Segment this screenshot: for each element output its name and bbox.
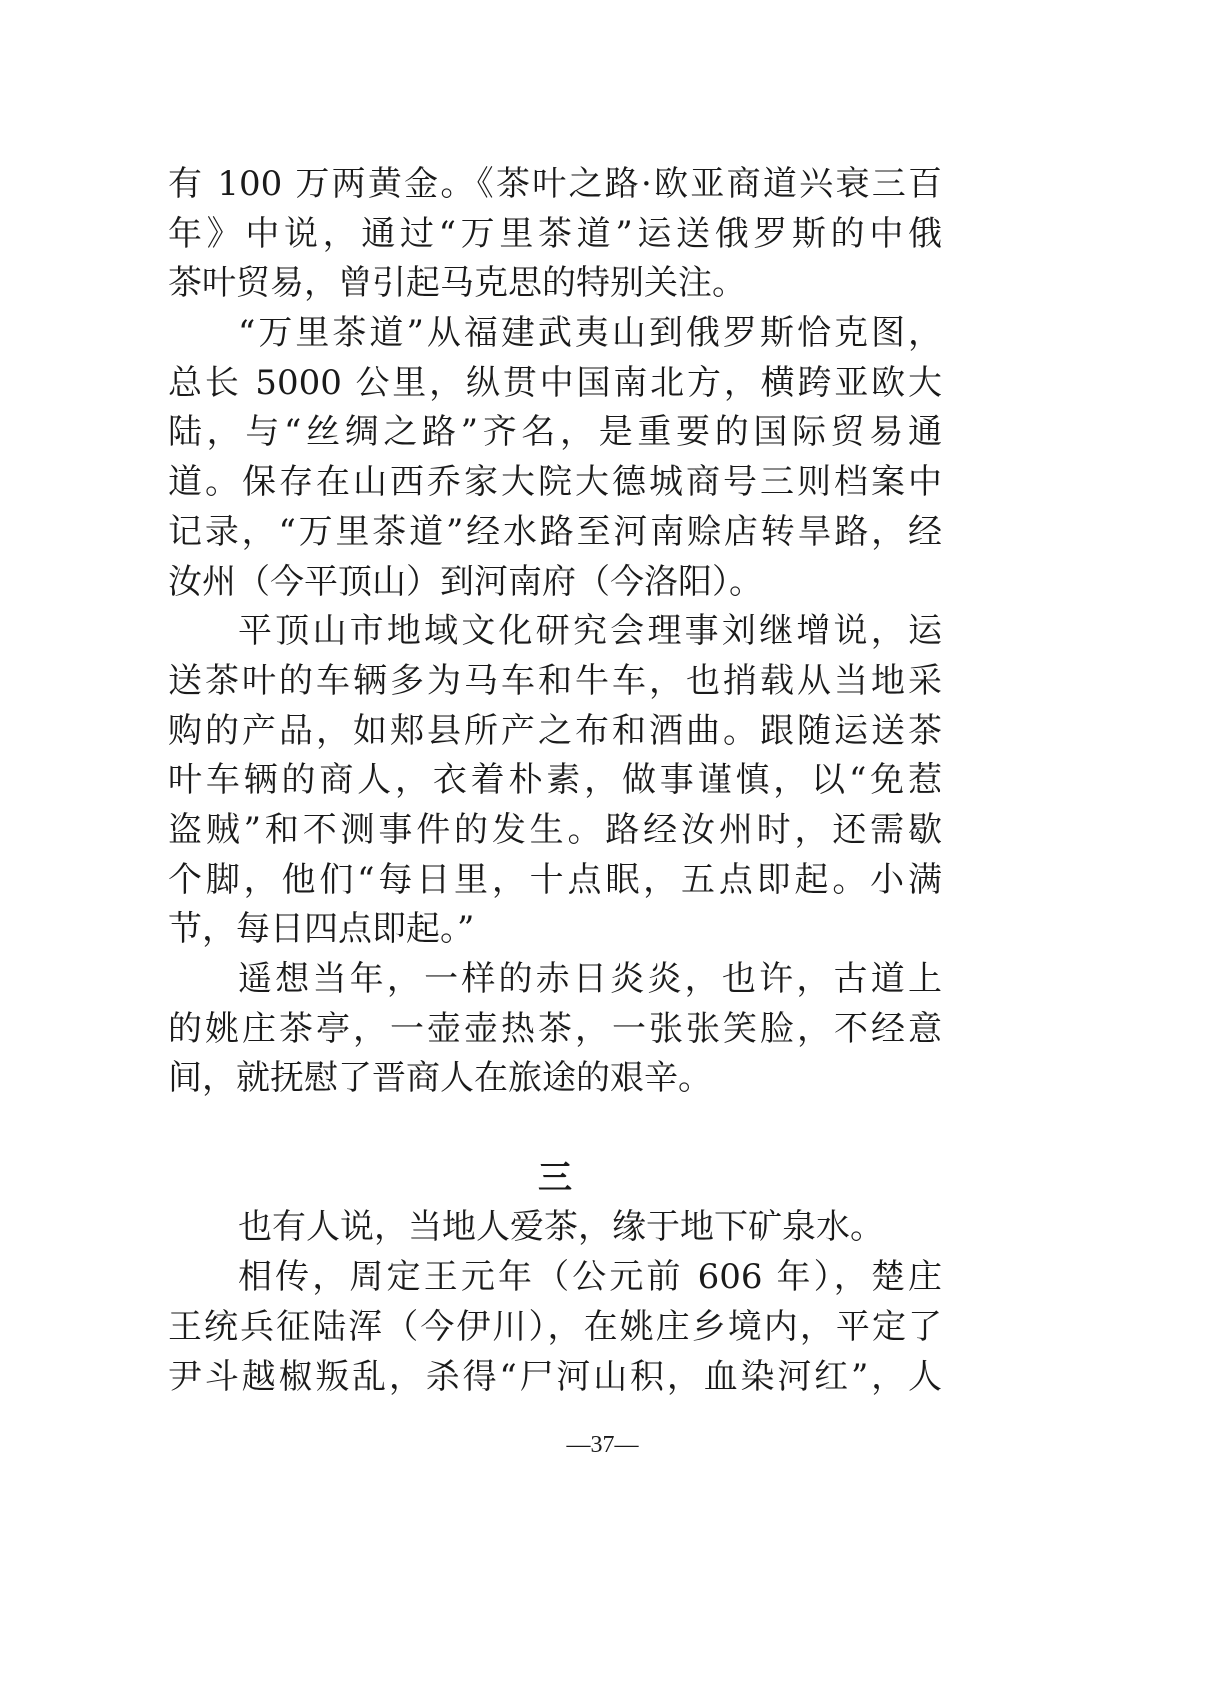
text-line: 节，每日四点即起。” (168, 909, 475, 950)
text-line: 有 100 万两黄金。《茶叶之路·欧亚商道兴衰三百 (168, 164, 942, 204)
article-body (168, 160, 942, 1402)
paragraph (168, 607, 942, 955)
text-line: 茶叶贸易，曾引起马克思的特别关注。 (168, 263, 746, 304)
text-line: 的姚庄茶亭，一壶壶热茶，一张张笑脸，不经意 (168, 1008, 942, 1049)
section-spacer (168, 1104, 942, 1154)
paragraph (168, 955, 942, 1104)
text-line: 陆，与“丝绸之路”齐名，是重要的国际贸易通 (168, 412, 942, 453)
text-line: “万里茶道”从福建武夷山到俄罗斯恰克图， (238, 313, 942, 354)
paragraph (168, 1253, 942, 1402)
text-line: 间，就抚慰了晋商人在旅途的艰辛。 (168, 1058, 712, 1099)
text-line: 尹斗越椒叛乱，杀得“尸河山积，血染河红”，人 (168, 1356, 942, 1397)
text-line: 相传，周定王元年（公元前 606 年），楚庄 (238, 1257, 942, 1298)
text-line: 道。保存在山西乔家大院大德城商号三则档案中 (168, 462, 942, 503)
paragraph (168, 1203, 942, 1253)
text-line: 记录，“万里茶道”经水路至河南赊店转旱路，经 (168, 511, 942, 552)
text-line: 盗贼”和不测事件的发生。路经汝州时，还需歇 (168, 809, 942, 850)
section-heading: 三 (538, 1157, 572, 1198)
text-line: 也有人说，当地人爱茶，缘于地下矿泉水。 (238, 1207, 884, 1248)
text-line: 叶车辆的商人，衣着朴素，做事谨慎，以“免惹 (168, 760, 942, 801)
text-line: 购的产品，如郏县所产之布和酒曲。跟随运送茶 (168, 710, 942, 751)
text-line: 总长 5000 公里，纵贯中国南北方，横跨亚欧大 (168, 362, 942, 403)
text-line: 汝州（今平顶山）到河南府（今洛阳）。 (168, 561, 763, 602)
text-line: 王统兵征陆浑（今伊川），在姚庄乡境内，平定了 (168, 1306, 942, 1347)
text-line: 遥想当年，一样的赤日炎炎，也许，古道上 (238, 959, 942, 999)
text-line: 年》中说，通过“万里茶道”运送俄罗斯的中俄 (168, 213, 942, 254)
page-number: —37— (566, 1432, 639, 1458)
text-line: 个脚，他们“每日里，十点眠，五点即起。小满 (168, 859, 942, 900)
text-line: 送茶叶的车辆多为马车和牛车，也捎载从当地采 (168, 660, 942, 701)
text-line: 平顶山市地域文化研究会理事刘继增说，运 (238, 611, 942, 652)
paragraph (168, 160, 942, 309)
paragraph (168, 309, 942, 607)
